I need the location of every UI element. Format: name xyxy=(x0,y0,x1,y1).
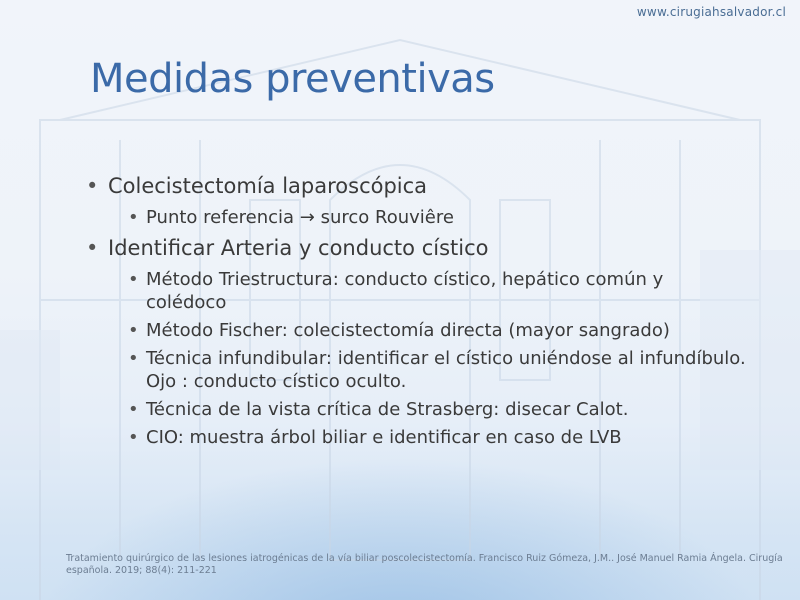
sub-bullet-fischer: • Método Fischer: colecistectomía directa (mayor sangrado) xyxy=(128,319,746,342)
sub-bullet-cio: • CIO: muestra árbol biliar e identificar en caso de LVB xyxy=(128,426,746,449)
sub-bullet-reference-point: • Punto referencia → surco Rouviêre xyxy=(128,206,746,229)
sub-bullet-infundibular: • Técnica infundibular: identificar el cístico uniéndose al infundíbulo. Ojo : conducto cístico oculto. xyxy=(128,347,746,393)
bullet-identify-artery: • Identificar Arteria y conducto cístico xyxy=(86,234,766,262)
sub-bullet-triestructura: • Método Triestructura: conducto cístico, hepático común y colédoco xyxy=(128,268,746,314)
bullet-laparoscopic: • Colecistectomía laparoscópica xyxy=(86,172,766,200)
sub-bullet-strasberg: • Técnica de la vista crítica de Strasberg: disecar Calot. xyxy=(128,398,746,421)
site-url: www.cirugiahsalvador.cl xyxy=(636,5,786,19)
bullet-list xyxy=(86,172,766,454)
slide-title: Medidas preventivas xyxy=(90,56,495,102)
reference-citation: Tratamiento quirúrgico de las lesiones iatrogénicas de la vía biliar poscolecistectomía. Francisco Ruiz Gómeza, J.M.. José Manuel Ramia Ángela. Cirugía española. 2019; 88(4): 211-221 xyxy=(66,553,783,576)
